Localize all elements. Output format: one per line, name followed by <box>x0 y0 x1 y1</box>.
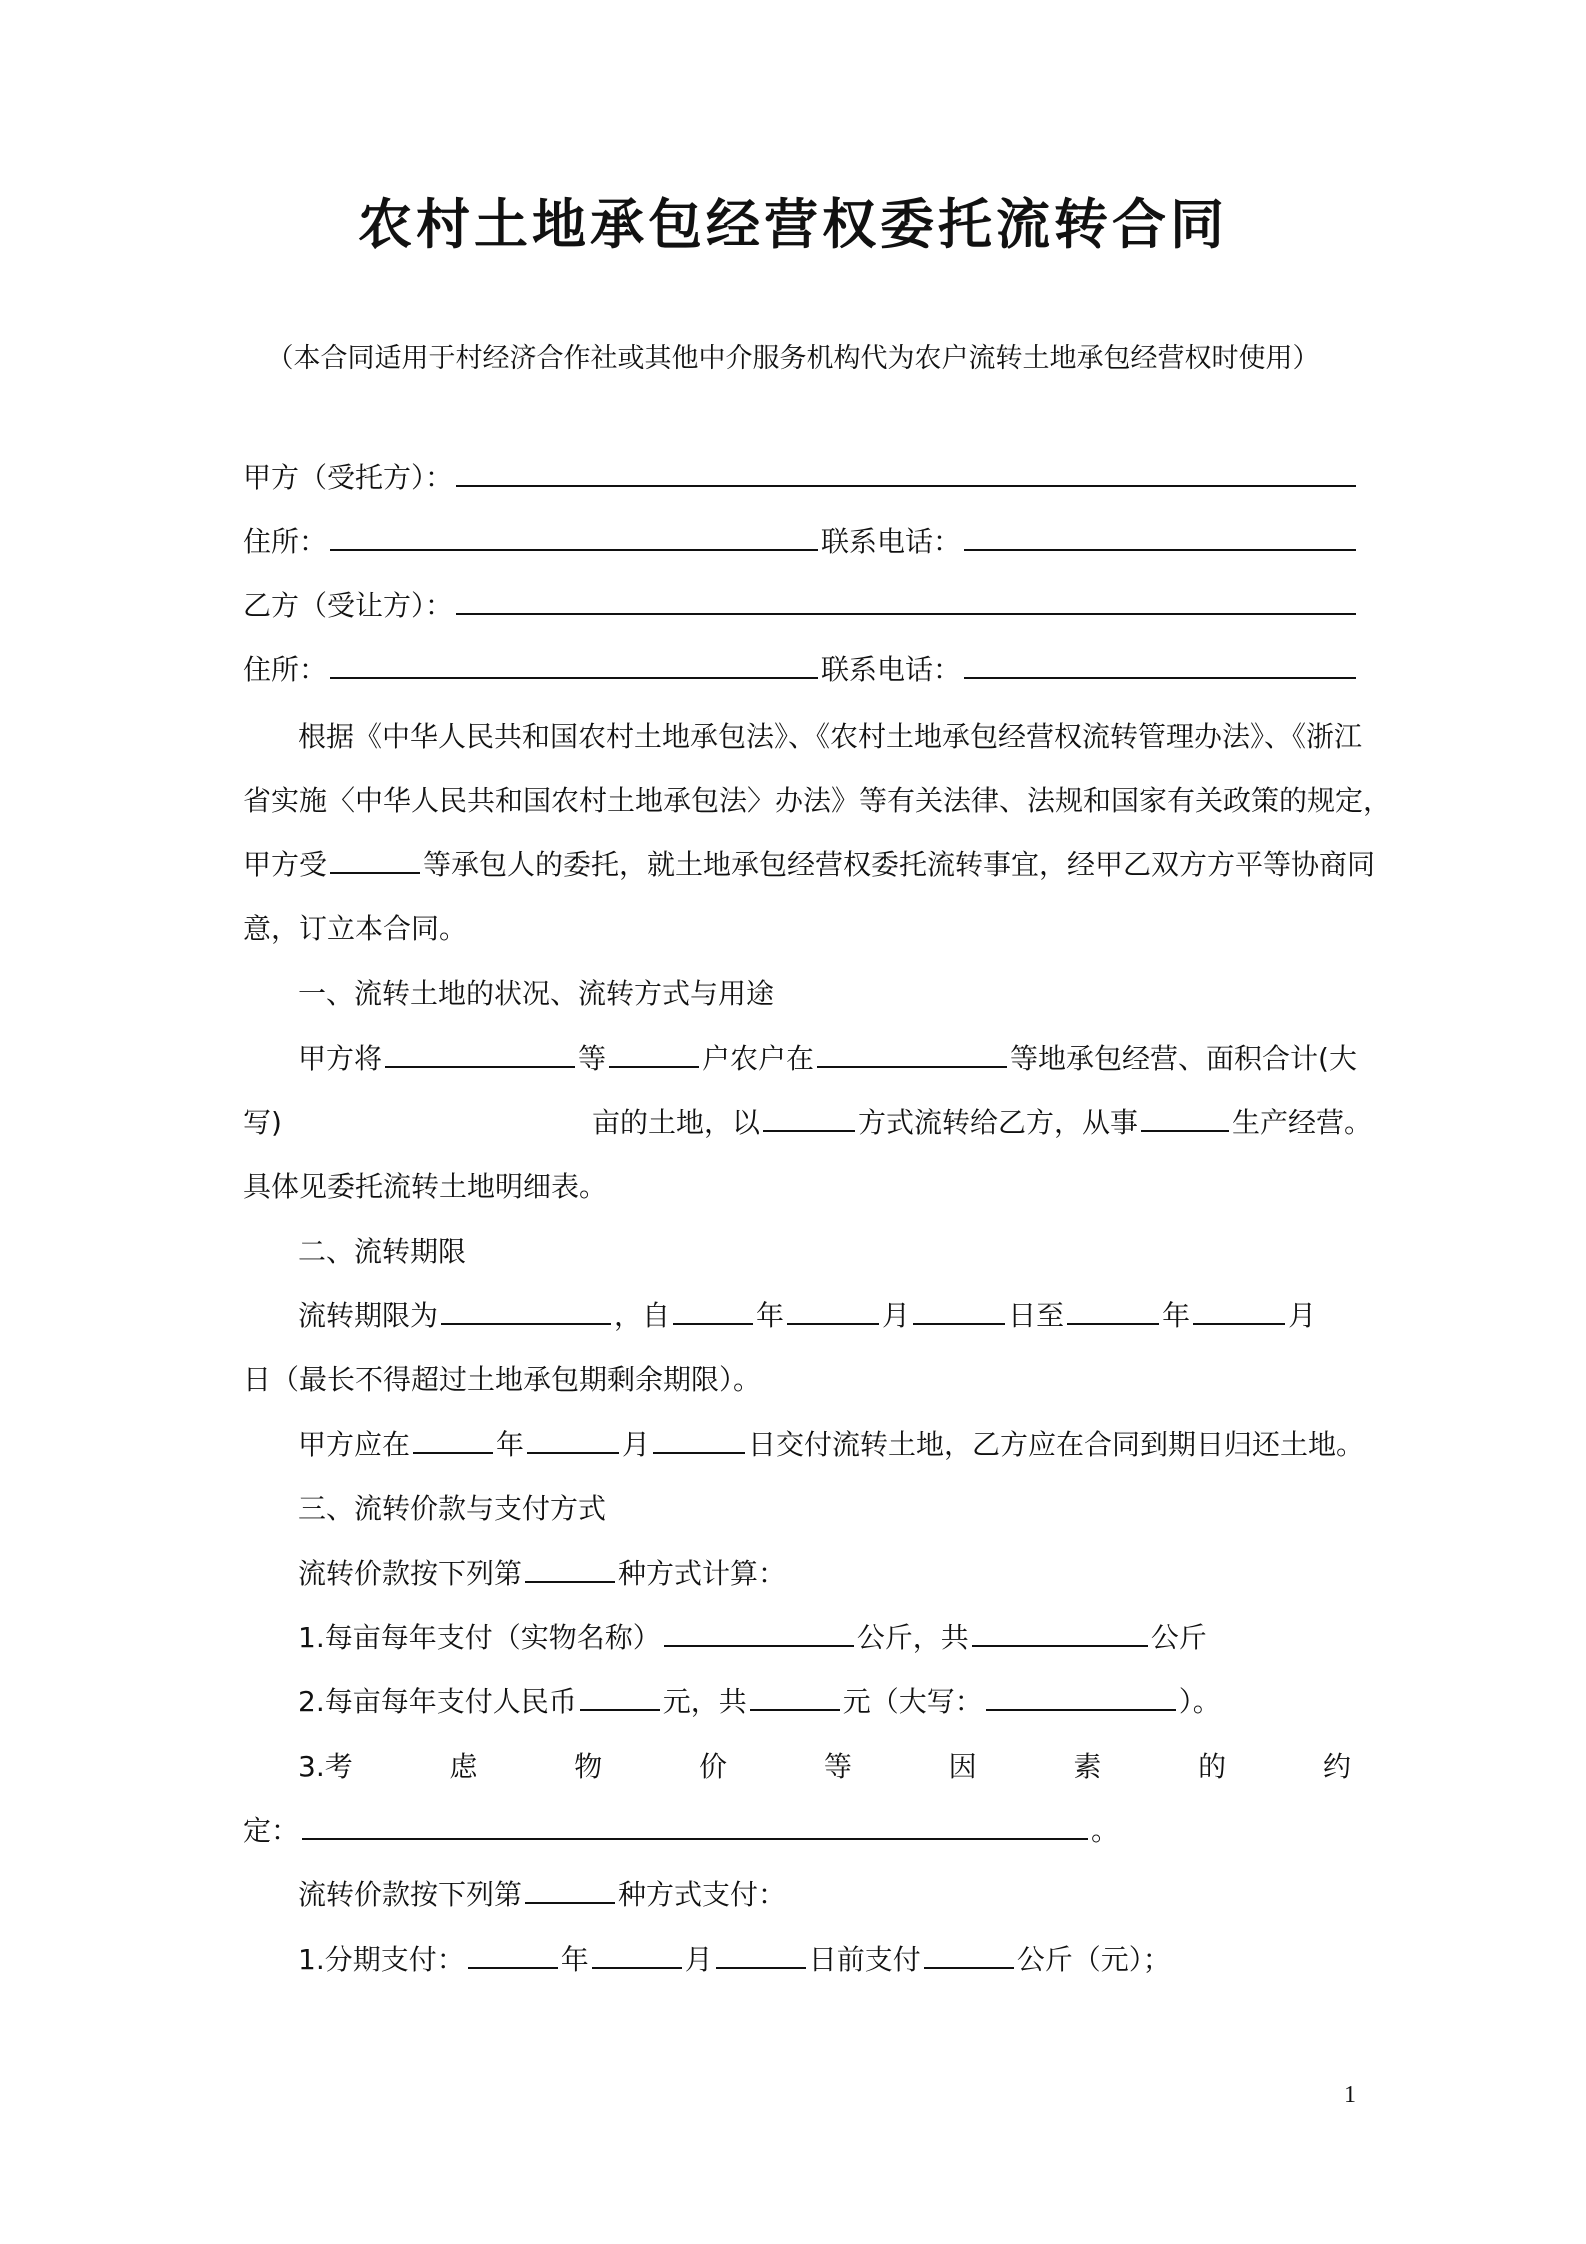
clause-text: 素 <box>1073 1750 1102 1783</box>
calc-option-1 <box>298 1606 1351 1670</box>
clause-text: 月 <box>1288 1299 1317 1332</box>
clause-text: 日交付流转土地，乙方应在合同到期日归还土地。 <box>748 1428 1365 1461</box>
pay-method-blank[interactable] <box>525 1870 615 1904</box>
preamble-line-2: 省实施〈中华人民共和国农村土地承包法〉办法》等有关法律、法规和国家有关政策的规定， <box>243 784 1392 817</box>
clause-text: 。 <box>1091 1814 1120 1847</box>
clause-text: 方式流转给乙方，从事 <box>857 1106 1138 1139</box>
clause-text: 月 <box>882 1299 911 1332</box>
calc-method-row <box>298 1542 1351 1606</box>
clause-text: 亩的土地，以 <box>591 1106 760 1139</box>
end-month-blank[interactable] <box>1193 1291 1285 1325</box>
section2-line-1 <box>298 1284 1351 1348</box>
clause-text: 价 <box>699 1750 728 1783</box>
clause-text: 年 <box>496 1428 525 1461</box>
party-a-phone-blank[interactable] <box>964 517 1356 551</box>
section2-heading: 二、流转期限 <box>298 1235 467 1268</box>
clause-text: 年 <box>560 1943 589 1976</box>
clause-text: 年 <box>756 1299 785 1332</box>
clause-text: 日至 <box>1008 1299 1065 1332</box>
clause-text: 1.分期支付： <box>298 1943 465 1976</box>
start-day-blank[interactable] <box>913 1291 1005 1325</box>
clause-text: 月 <box>684 1943 713 1976</box>
clause-text: 公斤，共 <box>856 1621 969 1654</box>
calc-option-3 <box>298 1735 1351 1799</box>
party-b-label: 乙方（受让方）： <box>243 589 454 622</box>
clause-text: 日前支付 <box>808 1943 921 1976</box>
party-a-address-blank[interactable] <box>330 517 818 551</box>
party-a-contact-row <box>243 510 1351 574</box>
pay-year-blank[interactable] <box>468 1935 558 1969</box>
clause-text: 约 <box>1322 1750 1351 1783</box>
document-title: 农村土地承包经营权委托流转合同 <box>358 193 1228 256</box>
delivery-year-blank[interactable] <box>413 1420 493 1454</box>
start-month-blank[interactable] <box>787 1291 879 1325</box>
delivery-day-blank[interactable] <box>653 1420 745 1454</box>
kind-amount-blank[interactable] <box>664 1613 854 1647</box>
cash-total-uppercase-blank[interactable] <box>986 1677 1176 1711</box>
clause-text: 1.每亩每年支付（实物名称） <box>298 1621 661 1654</box>
cash-total-blank[interactable] <box>750 1677 840 1711</box>
clause-text: 2.每亩每年支付人民币 <box>298 1685 577 1718</box>
section1-heading: 一、流转土地的状况、流转方式与用途 <box>298 977 775 1010</box>
pay-option-1 <box>298 1928 1351 1992</box>
clause-text: 甲方将 <box>298 1042 383 1075</box>
clause-text: 月 <box>622 1428 651 1461</box>
location-blank[interactable] <box>817 1034 1007 1068</box>
preamble-line-4: 意，订立本合同。 <box>243 912 468 945</box>
clause-text: 户农户在 <box>702 1042 815 1075</box>
clause-text: 公斤 <box>1150 1621 1207 1654</box>
clause-text: 公斤（元）； <box>1016 1943 1171 1976</box>
clause-text: 等 <box>823 1750 852 1783</box>
clause-text: 元，共 <box>662 1685 747 1718</box>
calc-method-blank[interactable] <box>525 1549 615 1583</box>
clause-text: ，自 <box>614 1299 671 1332</box>
clause-text: 等 <box>578 1042 607 1075</box>
clause-text: 元（大写： <box>842 1685 983 1718</box>
section2-line-2: 日（最长不得超过土地承包期剩余期限）。 <box>243 1363 762 1396</box>
clause-text: 流转价款按下列第 <box>298 1878 523 1911</box>
start-year-blank[interactable] <box>673 1291 753 1325</box>
clause-text: 甲方应在 <box>298 1428 411 1461</box>
party-a-label: 甲方（受托方）： <box>243 461 454 494</box>
party-b-address-blank[interactable] <box>330 645 818 679</box>
clause-text: 的 <box>1198 1750 1227 1783</box>
clause-text: 因 <box>948 1750 977 1783</box>
party-b-phone-label: 联系电话： <box>821 653 962 686</box>
clause-text: 生产经营。 <box>1231 1106 1372 1139</box>
preamble-line-1: 根据《中华人民共和国农村土地承包法》、《农村土地承包经营权流转管理办法》、《浙江 <box>298 720 1363 753</box>
household-count-blank[interactable] <box>609 1034 699 1068</box>
clause-text: 定： <box>243 1814 300 1847</box>
party-a-name-blank[interactable] <box>456 453 1356 487</box>
clause-text: 流转价款按下列第 <box>298 1557 523 1590</box>
calc-option-2 <box>298 1670 1351 1734</box>
term-length-blank[interactable] <box>441 1291 611 1325</box>
clause-text: 流转期限为 <box>298 1299 439 1332</box>
party-b-contact-row <box>243 638 1351 702</box>
section1-line-3: 具体见委托流转土地明细表。 <box>243 1170 608 1203</box>
pay-method-row <box>298 1863 1351 1927</box>
party-b-row <box>243 574 1351 638</box>
delivery-month-blank[interactable] <box>527 1420 619 1454</box>
party-b-address-label: 住所： <box>243 653 328 686</box>
principal-names-blank[interactable] <box>330 840 420 874</box>
clause-text: 等地承包经营、面积合计(大 <box>1010 1042 1357 1075</box>
clause-text: 种方式计算： <box>618 1557 787 1590</box>
farmer-names-blank[interactable] <box>385 1034 575 1068</box>
section1-line-1 <box>298 1027 1357 1091</box>
preamble-line-3 <box>243 833 1376 897</box>
clause-text: 物 <box>574 1750 603 1783</box>
clause-text: 种方式支付： <box>618 1878 787 1911</box>
clause-text: 写) <box>243 1106 282 1139</box>
section2-line-3 <box>298 1413 1365 1477</box>
transfer-method-blank[interactable] <box>763 1098 855 1132</box>
price-factor-blank[interactable] <box>302 1806 1088 1840</box>
preamble-text: 甲方受 <box>243 848 328 881</box>
document-subtitle: （本合同适用于村经济合作社或其他中介服务机构代为农户流转土地承包经营权时使用） <box>266 343 1320 374</box>
production-type-blank[interactable] <box>1141 1098 1229 1132</box>
clause-text: 年 <box>1162 1299 1191 1332</box>
calc-option-3-cont <box>243 1799 1351 1863</box>
clause-text: 3.考 <box>298 1750 353 1783</box>
party-a-phone-label: 联系电话： <box>821 525 962 558</box>
kind-total-blank[interactable] <box>972 1613 1148 1647</box>
section3-heading: 三、流转价款与支付方式 <box>298 1492 607 1525</box>
pay-amount-blank[interactable] <box>924 1935 1014 1969</box>
clause-text: ）。 <box>1178 1685 1221 1718</box>
party-a-row <box>243 446 1351 510</box>
preamble-text: 等承包人的委托，就土地承包经营权委托流转事宜，经甲乙双方方平等协商同 <box>423 848 1376 881</box>
section1-line-2 <box>243 1091 1372 1155</box>
clause-text: 虑 <box>449 1750 478 1783</box>
party-b-name-blank[interactable] <box>456 581 1356 615</box>
pay-day-blank[interactable] <box>716 1935 806 1969</box>
party-b-phone-blank[interactable] <box>964 645 1356 679</box>
cash-amount-blank[interactable] <box>580 1677 660 1711</box>
pay-month-blank[interactable] <box>592 1935 682 1969</box>
page-number: 1 <box>1344 2082 1356 2108</box>
end-year-blank[interactable] <box>1067 1291 1159 1325</box>
party-a-address-label: 住所： <box>243 525 328 558</box>
